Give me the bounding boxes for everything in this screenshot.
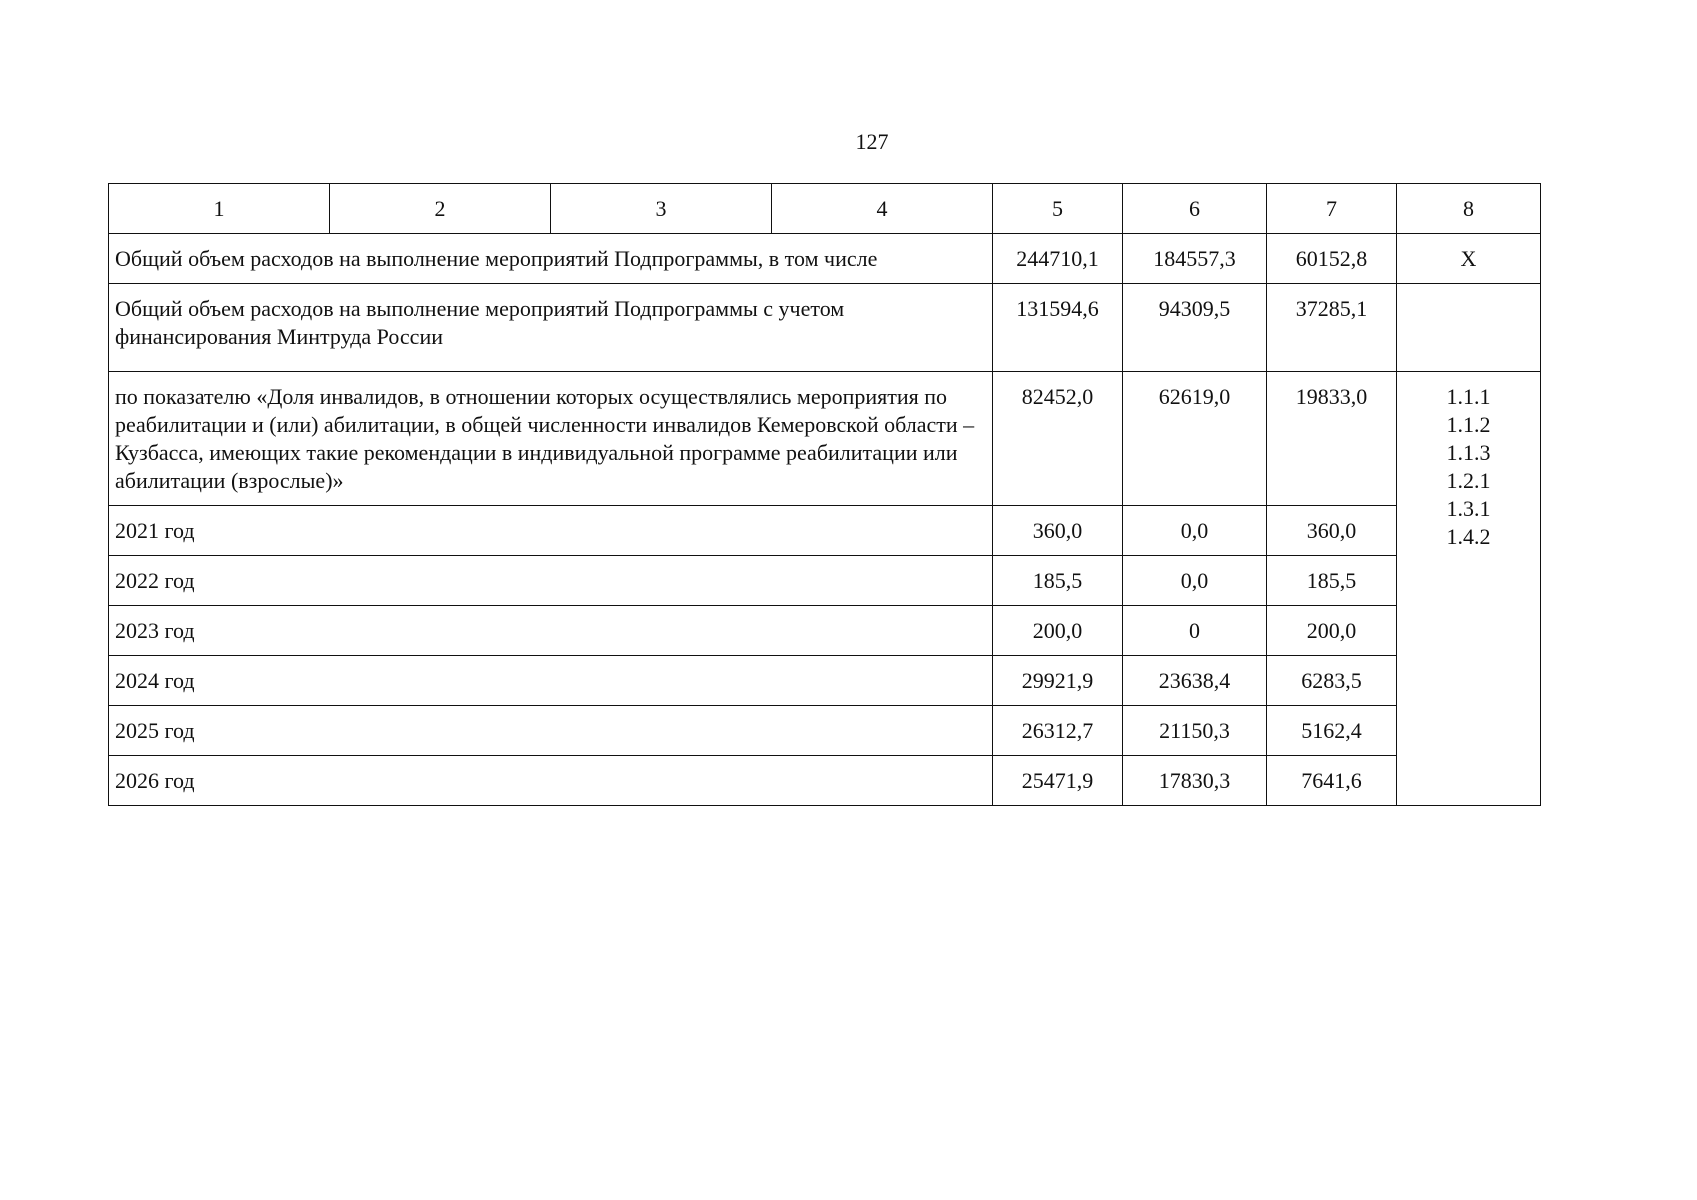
measure-code: 1.2.1 xyxy=(1446,468,1491,493)
column-number-cell: 7 xyxy=(1267,184,1397,234)
year-col6: 23638,4 xyxy=(1123,656,1267,706)
adjusted-expenses-col6: 94309,5 xyxy=(1123,284,1267,372)
adjusted-expenses-col7: 37285,1 xyxy=(1267,284,1397,372)
year-col7: 6283,5 xyxy=(1267,656,1397,706)
adjusted-expenses-row xyxy=(109,284,1541,372)
year-row xyxy=(109,556,1541,606)
indicator-col7: 19833,0 xyxy=(1267,372,1397,506)
year-row xyxy=(109,756,1541,806)
measure-code: 1.4.2 xyxy=(1446,524,1491,549)
total-expenses-row xyxy=(109,234,1541,284)
total-expenses-col8: Х xyxy=(1397,234,1541,284)
year-col6: 0,0 xyxy=(1123,506,1267,556)
year-label: 2026 год xyxy=(109,756,993,806)
page-number: 127 xyxy=(855,129,889,154)
total-expenses-label: Общий объем расходов на выполнение мероприятий Подпрограммы, в том числе xyxy=(109,234,993,284)
year-col6: 17830,3 xyxy=(1123,756,1267,806)
column-number-cell: 4 xyxy=(772,184,993,234)
measure-code: 1.1.3 xyxy=(1446,440,1491,465)
indicator-col5: 82452,0 xyxy=(993,372,1123,506)
adjusted-expenses-col5: 131594,6 xyxy=(993,284,1123,372)
year-row xyxy=(109,656,1541,706)
indicator-col6: 62619,0 xyxy=(1123,372,1267,506)
year-col5: 360,0 xyxy=(993,506,1123,556)
year-label: 2023 год xyxy=(109,606,993,656)
year-row xyxy=(109,706,1541,756)
year-col5: 29921,9 xyxy=(993,656,1123,706)
year-col5: 25471,9 xyxy=(993,756,1123,806)
budget-table xyxy=(108,183,1541,806)
year-col7: 7641,6 xyxy=(1267,756,1397,806)
year-col7: 200,0 xyxy=(1267,606,1397,656)
total-expenses-col5: 244710,1 xyxy=(993,234,1123,284)
year-col5: 185,5 xyxy=(993,556,1123,606)
year-col7: 360,0 xyxy=(1267,506,1397,556)
year-col7: 5162,4 xyxy=(1267,706,1397,756)
year-col6: 0 xyxy=(1123,606,1267,656)
year-col5: 200,0 xyxy=(993,606,1123,656)
year-label: 2021 год xyxy=(109,506,993,556)
year-label: 2022 год xyxy=(109,556,993,606)
year-col5: 26312,7 xyxy=(993,706,1123,756)
column-number-cell: 3 xyxy=(551,184,772,234)
measure-code: 1.3.1 xyxy=(1446,496,1491,521)
year-row xyxy=(109,506,1541,556)
column-number-cell: 1 xyxy=(109,184,330,234)
indicator-row xyxy=(109,372,1541,506)
measure-code: 1.1.1 xyxy=(1446,384,1491,409)
indicator-label: по показателю «Доля инвалидов, в отношении которых осуществлялись мероприятия по реабилитации и (или) абилитации, в общей численности инвалидов Кемеровской области – Кузбасса, имеющих такие рекомендации в индивидуальной программе реабилитации или абилитации (взрослые)» xyxy=(109,372,993,506)
column-number-cell: 2 xyxy=(330,184,551,234)
column-number-row xyxy=(109,184,1541,234)
year-label: 2024 год xyxy=(109,656,993,706)
column-number-cell: 5 xyxy=(993,184,1123,234)
year-row xyxy=(109,606,1541,656)
year-col6: 0,0 xyxy=(1123,556,1267,606)
adjusted-expenses-col8 xyxy=(1397,284,1541,372)
measure-codes-cell xyxy=(1397,372,1541,806)
measure-code: 1.1.2 xyxy=(1446,412,1491,437)
year-label: 2025 год xyxy=(109,706,993,756)
total-expenses-col7: 60152,8 xyxy=(1267,234,1397,284)
year-col6: 21150,3 xyxy=(1123,706,1267,756)
column-number-cell: 6 xyxy=(1123,184,1267,234)
adjusted-expenses-label: Общий объем расходов на выполнение мероприятий Подпрограммы с учетом финансирования Минтруда России xyxy=(109,284,993,372)
column-number-cell: 8 xyxy=(1397,184,1541,234)
total-expenses-col6: 184557,3 xyxy=(1123,234,1267,284)
year-col7: 185,5 xyxy=(1267,556,1397,606)
